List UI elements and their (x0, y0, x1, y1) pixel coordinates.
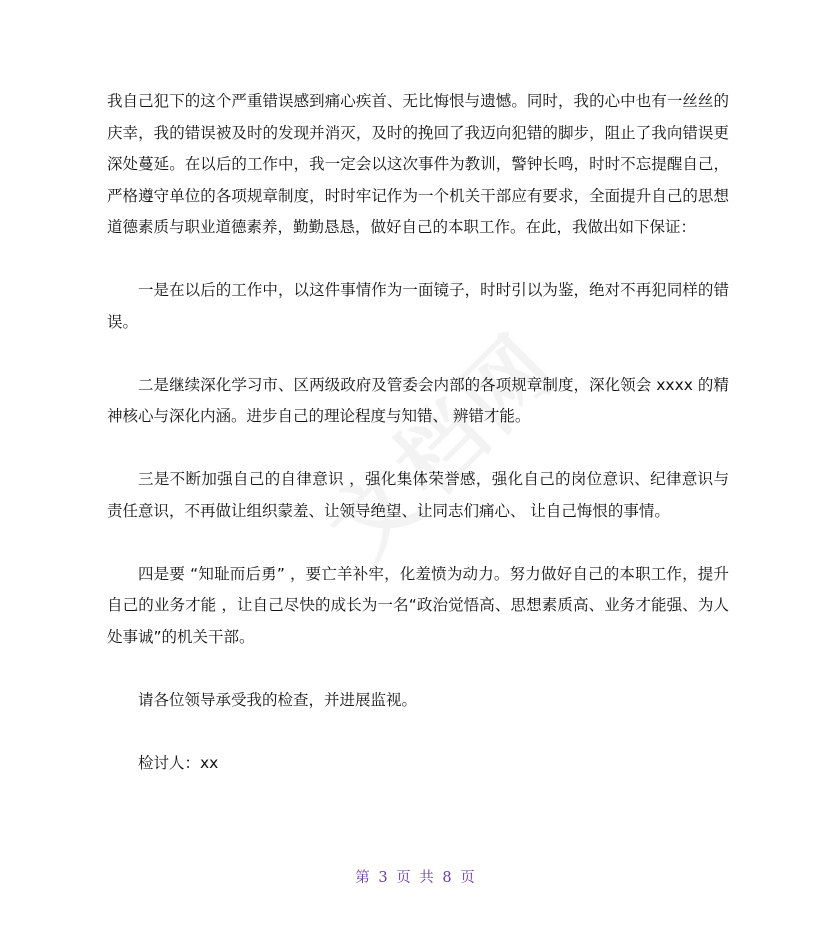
document-body (107, 86, 729, 811)
paragraph-pledge-2: 二是继续深化学习市、区两级政府及管委会内部的各项规章制度，深化领会 xxxx 的精神核心与深化内涵。进步自己的理论程度与知错、 辨错才能。 (107, 375, 729, 425)
page-number-footer: 第 3 页 共 8 页 (355, 870, 475, 886)
paragraph-pledge-4: 四是要 “知耻而后勇” ，要亡羊补牢，化羞愤为动力。努力做好自己的本职工作，提升自己的业务才能 ，让自己尽快的成长为一名“政治觉悟高、思想素质高、业务才能强、为人处事诚”的机关干部。 (107, 564, 729, 646)
signature-line: 检讨人：xx (138, 753, 219, 772)
paragraph-intro: 我自己犯下的这个严重错误感到痛心疾首、无比悔恨与遗憾。同时，我的心中也有一丝丝的庆幸，我的错误被及时的发现并消灭，及时的挽回了我迈向犯错的脚步，阻止了我向错误更深处蔓延。在以后的工作中，我一定会以这次事件为教训，警钟长鸣，时时不忘提醒自己，严格遵守单位的各项规章制度，时时牢记作为一个机关干部应有要求，全面提升自己的思想道德素质与职业道德素养，勤勤恳恳，做好自己的本职工作。在此，我做出如下保证： (107, 92, 729, 236)
paragraph-pledge-1: 一是在以后的工作中，以这件事情作为一面镜子，时时引以为鉴，绝对不再犯同样的错误。 (107, 281, 729, 331)
paragraph-request: 请各位领导承受我的检查，并进展监视。 (138, 690, 418, 709)
paragraph-pledge-3: 三是不断加强自己的自律意识 ，强化集体荣誉感，强化自己的岗位意识、纪律意识与责任意识，不再做让组织蒙羞、让领导绝望、让同志们痛心、 让自己悔恨的事情。 (107, 470, 729, 520)
